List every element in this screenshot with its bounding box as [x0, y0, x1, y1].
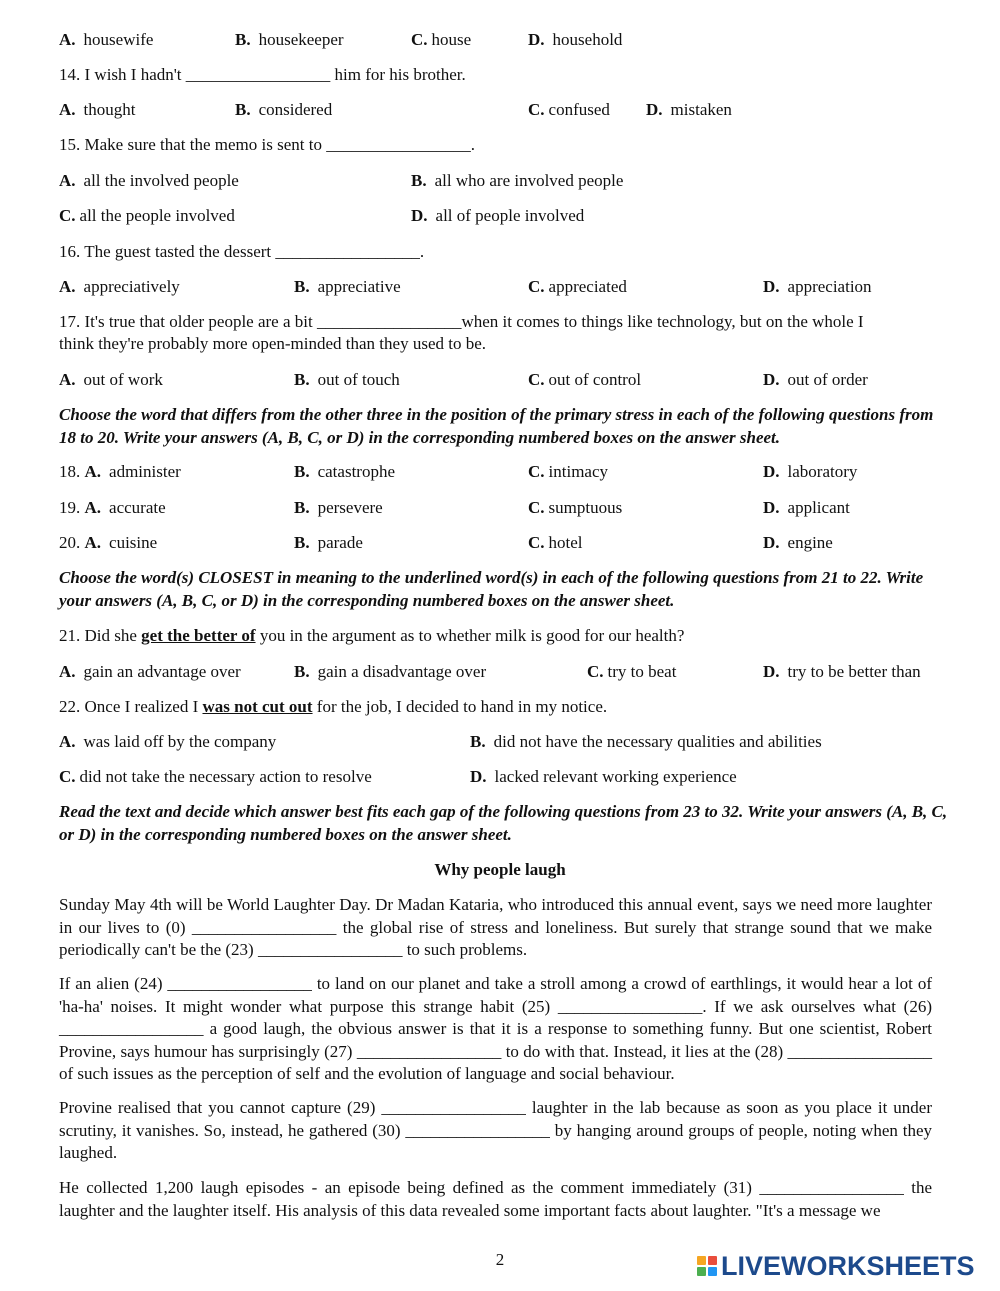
q21-option-c: C. try to beat	[587, 662, 677, 681]
q22-option-b: B. did not have the necessary qualities and abilities	[470, 732, 822, 751]
q16-option-d: D. appreciation	[763, 277, 872, 296]
q15-option-c: C. all the people involved	[59, 206, 235, 225]
q19-option-c: C. sumptuous	[528, 498, 623, 517]
q14-option-d: D. mistaken	[646, 100, 732, 119]
q17-stem-line1: 17. It's true that older people are a bit _________________when it comes to things like technology, but on the whole I	[59, 312, 864, 331]
q13-option-c: C. house	[411, 30, 472, 49]
q16-stem: 16. The guest tasted the dessert _________________.	[59, 242, 425, 261]
q22-option-d: D. lacked relevant working experience	[470, 767, 737, 786]
q17-option-d: D. out of order	[763, 370, 868, 389]
passage-paragraph-3: Provine realised that you cannot capture (29) _________________ laughter in the lab because as soon as you place it under scrutiny, it vanishes. So, instead, he gathered (30) _________________ by hanging around groups of people, noting when they laughed.	[59, 1098, 932, 1162]
q14-option-b: B. considered	[235, 100, 333, 119]
passage-paragraph-1: Sunday May 4th will be World Laughter Day. Dr Madan Kataria, who introduced this annual event, says we need more laughter in our lives to (0) _________________ the global rise of stress and loneliness. But surely that strange sound that we make periodically can't be the (23) _________________ to such problems.	[59, 895, 932, 959]
q18-option-c: C. intimacy	[528, 462, 609, 481]
q17-option-a: A. out of work	[59, 370, 163, 389]
q16-option-c: C. appreciated	[528, 277, 627, 296]
liveworksheets-logo	[697, 1251, 975, 1281]
q17-option-c: C. out of control	[528, 370, 642, 389]
q13-option-b: B. housekeeper	[235, 30, 344, 49]
q15-option-a: A. all the involved people	[59, 171, 239, 190]
stress-instruction: Choose the word that differs from the other three in the position of the primary stress in each of the following questions from 18 to 20. Write your answers (A, B, C, or D) in the corresponding numbered boxes on the answer sheet.	[59, 405, 934, 447]
q15-option-d: D. all of people involved	[411, 206, 585, 225]
q20-option-d: D. engine	[763, 533, 833, 552]
passage-paragraph-2: If an alien (24) _________________ to land on our planet and take a stroll among a crowd of earthlings, it would hear a lot of 'ha-ha' noises. It might wonder what purpose this strange habit (25) _________________. If we ask ourselves what (26) _________________ a good laugh, the obvious answer is that it is a response to something funny. But one scientist, Robert Provine, says humour has surprisingly (27) _________________ to do with that. Instead, it lies at the (28) _________________ of such issues as the perception of self and the evolution of language and social behaviour.	[59, 974, 932, 1083]
reading-instruction: Read the text and decide which answer best fits each gap of the following questions from 23 to 32. Write your answers (A, B, C, or D) in the corresponding numbered boxes on the answer sheet.	[59, 802, 948, 844]
q21-option-a: A. gain an advantage over	[59, 662, 241, 681]
q19-option-a: 19. A. accurate	[59, 498, 166, 517]
q19-option-b: B. persevere	[294, 498, 383, 517]
q15-option-b: B. all who are involved people	[411, 171, 624, 190]
logo-tiles-icon	[697, 1256, 717, 1276]
q18-option-b: B. catastrophe	[294, 462, 395, 481]
q22-option-c: C. did not take the necessary action to resolve	[59, 767, 372, 786]
q21-option-b: B. gain a disadvantage over	[294, 662, 487, 681]
q17-stem-line2: think they're probably more open-minded than they used to be.	[59, 334, 487, 353]
q21-underlined: get the better of	[141, 626, 256, 645]
q18-option-d: D. laboratory	[763, 462, 858, 481]
q22-option-a: A. was laid off by the company	[59, 732, 277, 751]
q21-stem: 21. Did she get the better of you in the argument as to whether milk is good for our health?	[59, 626, 685, 645]
q21-option-d: D. try to be better than	[763, 662, 921, 681]
q20-option-b: B. parade	[294, 533, 363, 552]
closest-instruction: Choose the word(s) CLOSEST in meaning to the underlined word(s) in each of the following questions from 21 to 22. Write your answers (A, B, C, or D) in the corresponding numbered boxes on the answer sheet.	[59, 568, 924, 610]
q20-option-a: 20. A. cuisine	[59, 533, 158, 552]
q18-option-a: 18. A. administer	[59, 462, 181, 481]
page-number: 2	[495, 1250, 505, 1269]
passage-title: Why people laugh	[434, 860, 566, 879]
q13-option-d: D. household	[528, 30, 623, 49]
q14-stem: 14. I wish I hadn't _________________ him for his brother.	[59, 65, 466, 84]
q22-stem: 22. Once I realized I was not cut out for the job, I decided to hand in my notice.	[59, 697, 608, 716]
q14-option-a: A. thought	[59, 100, 136, 119]
passage-paragraph-4: He collected 1,200 laugh episodes - an episode being defined as the comment immediately (31) _________________ the laughter and the laughter itself. His analysis of this data revealed some important facts about laughter. "It's a message we	[59, 1178, 932, 1220]
q19-option-d: D. applicant	[763, 498, 850, 517]
q15-stem: 15. Make sure that the memo is sent to _________________.	[59, 135, 475, 154]
logo-text: LIVEWORKSHEETS	[721, 1251, 975, 1281]
q14-option-c: C. confused	[528, 100, 610, 119]
q13-option-a: A. housewife	[59, 30, 154, 49]
q16-option-a: A. appreciatively	[59, 277, 180, 296]
q20-option-c: C. hotel	[528, 533, 583, 552]
q22-underlined: was not cut out	[202, 697, 313, 716]
q17-option-b: B. out of touch	[294, 370, 400, 389]
q16-option-b: B. appreciative	[294, 277, 401, 296]
